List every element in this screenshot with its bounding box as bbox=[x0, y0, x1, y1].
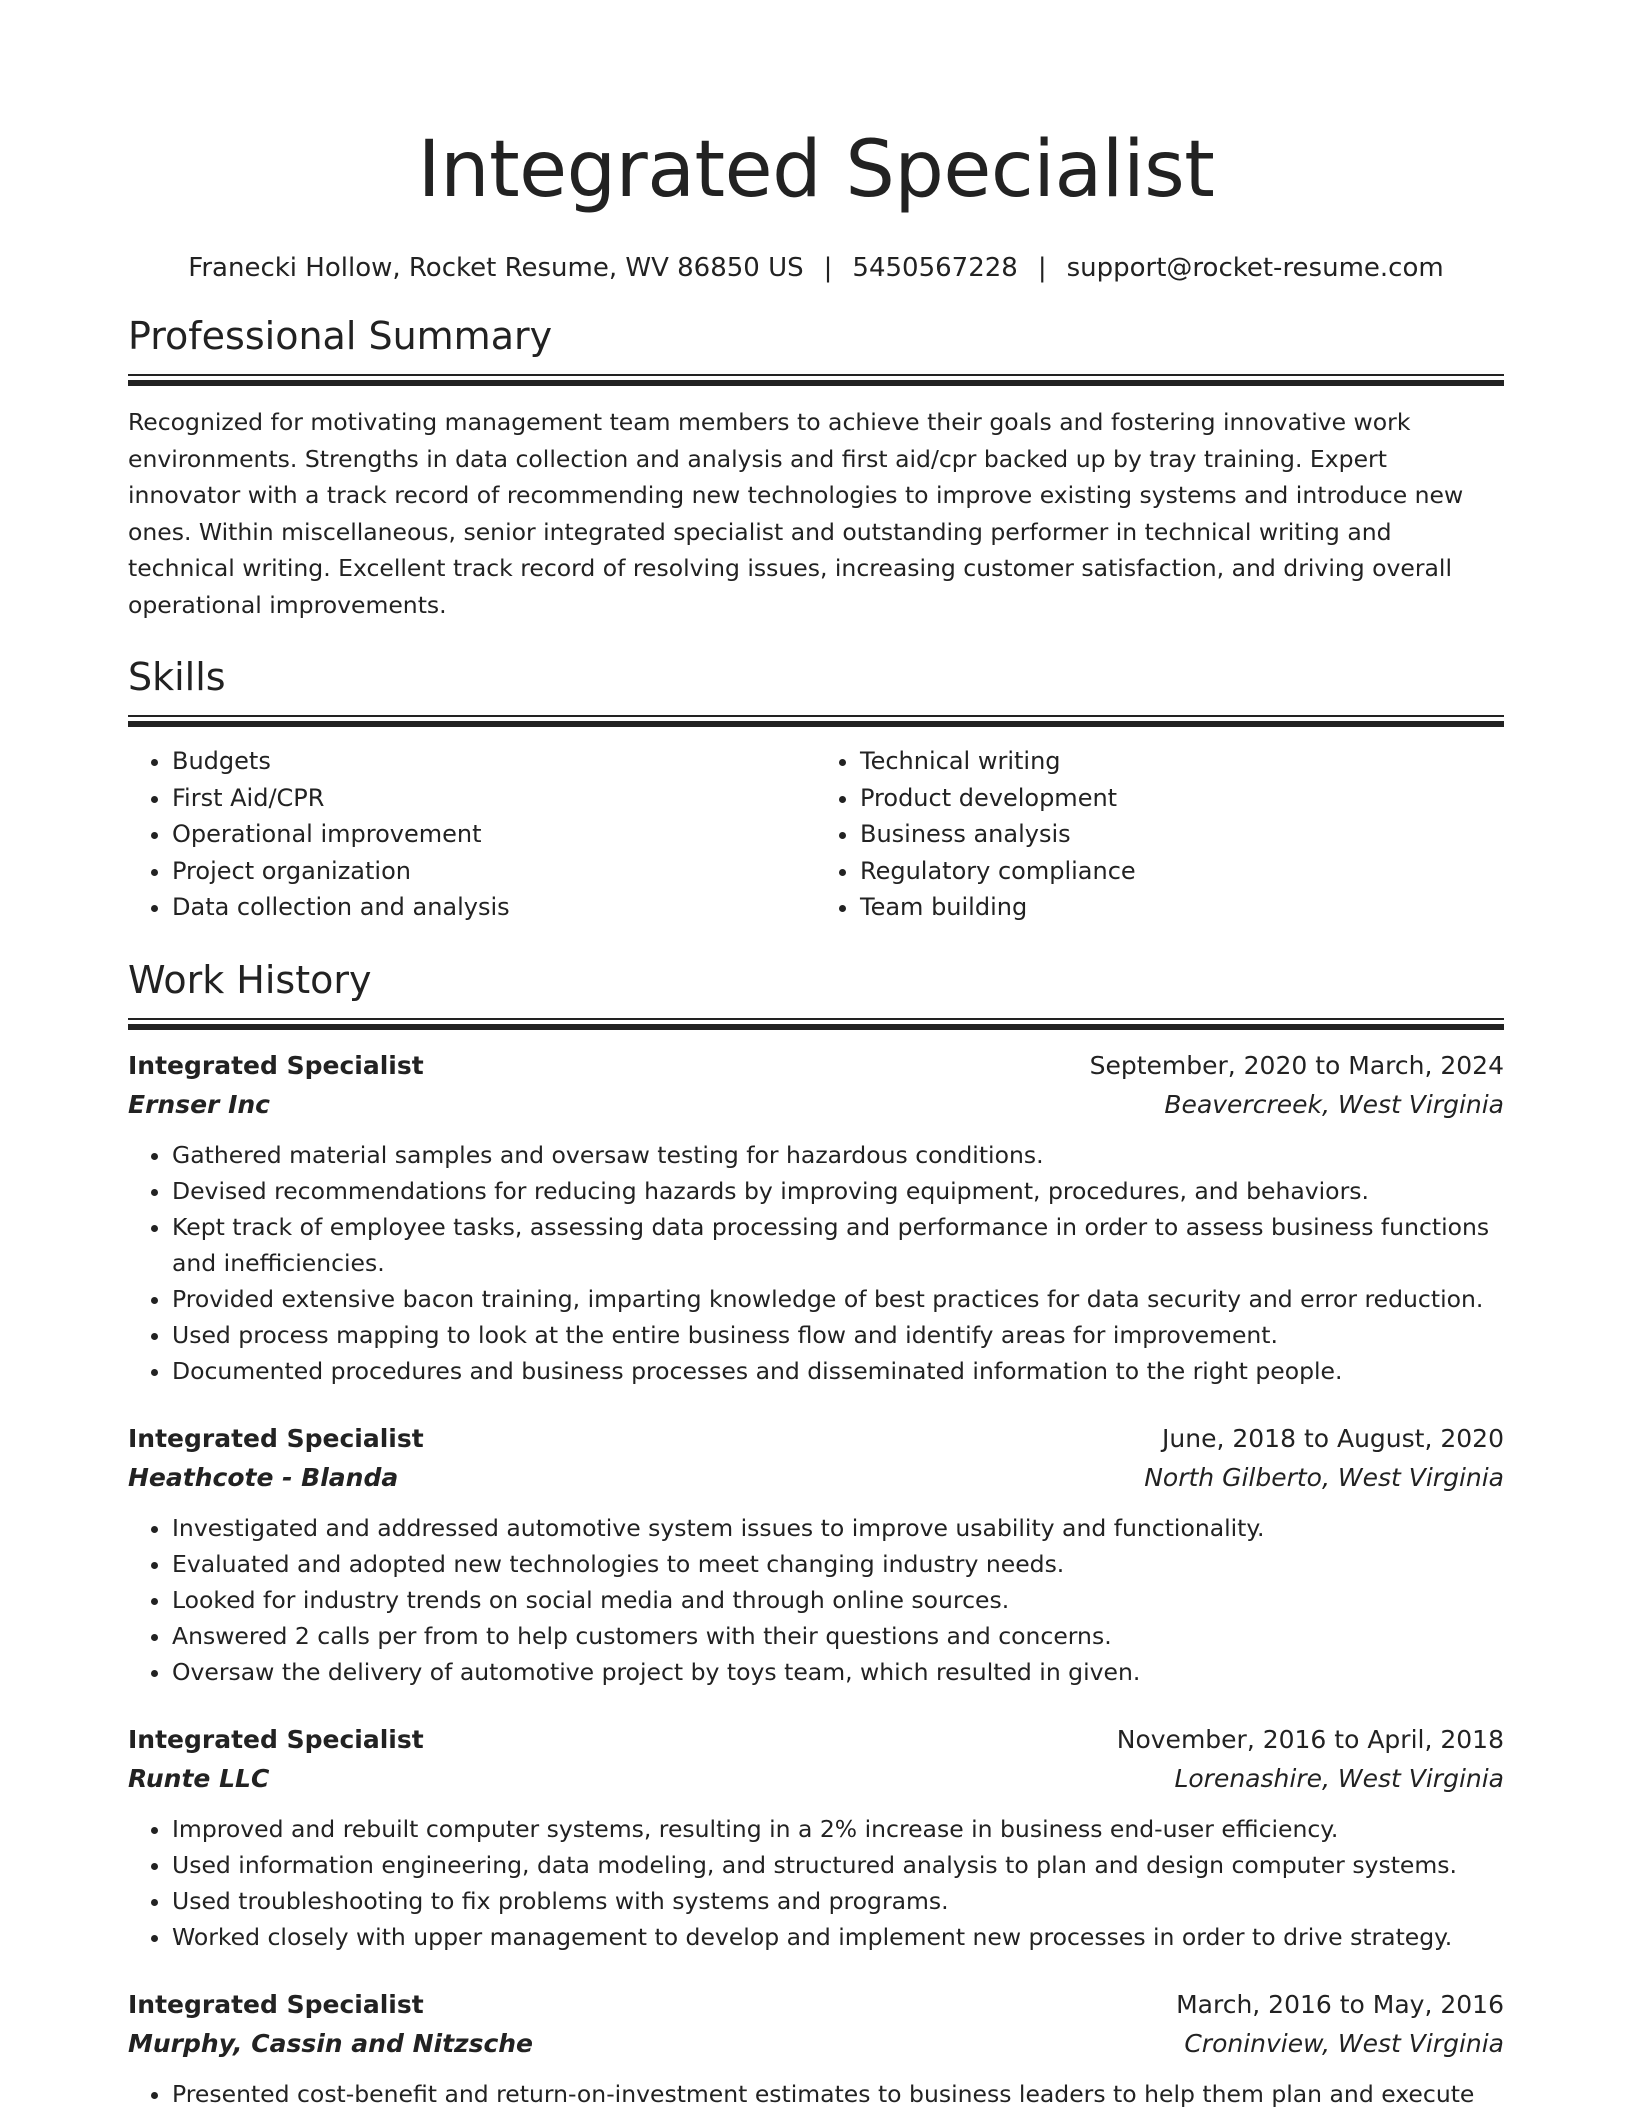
job-title: Integrated Specialist bbox=[128, 1423, 424, 1453]
job-bullet: • Used troubleshooting to fix problems with systems and programs. bbox=[172, 1883, 1504, 1919]
job-bullet: • Worked closely with upper management to develop and implement new processes in order to drive strategy. bbox=[172, 1919, 1504, 1955]
section-divider bbox=[128, 715, 1504, 727]
job-location: Lorenashire, West Virginia bbox=[1174, 1763, 1504, 1793]
job-bullets bbox=[128, 2076, 1504, 2112]
work-heading: Work History bbox=[128, 957, 372, 1002]
candidate-name: Integrated Specialist bbox=[417, 125, 1215, 215]
skills-heading: Skills bbox=[128, 655, 226, 699]
job-location: Croninview, West Virginia bbox=[1184, 2028, 1504, 2058]
job-bullet: • Devised recommendations for reducing hazards by improving equipment, procedures, and behaviors. bbox=[172, 1173, 1504, 1209]
work-section bbox=[128, 956, 1504, 2112]
job-subheader bbox=[128, 1460, 1504, 1496]
skill-item: • Data collection and analysis bbox=[172, 889, 816, 926]
job-bullet: • Gathered material samples and oversaw testing for hazardous conditions. bbox=[172, 1137, 1504, 1173]
contact-separator: | bbox=[1037, 253, 1047, 283]
skill-item: • Budgets bbox=[172, 743, 816, 780]
summary-text: Recognized for motivating management team members to achieve their goals and fostering innovative work environments. Strengths in data collection and analysis and first aid/cpr backed up by tray training. Expert innovator with a track record of recommending new technologies to improve existing systems and introduce new ones. Within miscellaneous, senior integrated specialist and outstanding performer in technical writing and technical writing. Excellent track record of resolving issues, increasing customer satisfaction, and driving overall operational improvements. bbox=[128, 408, 1464, 619]
job-title: Integrated Specialist bbox=[128, 1050, 424, 1080]
job-title: Integrated Specialist bbox=[128, 1989, 424, 2019]
job-company: Ernser Inc bbox=[128, 1089, 270, 1119]
job-subheader bbox=[128, 1761, 1504, 1797]
section-divider bbox=[128, 374, 1504, 386]
job-bullet: • Documented procedures and business processes and disseminated information to the right people. bbox=[172, 1353, 1504, 1389]
job-entry bbox=[128, 1048, 1504, 1389]
job-dates: November, 2016 to April, 2018 bbox=[1116, 1724, 1504, 1754]
job-bullet: • Oversaw the delivery of automotive project by toys team, which resulted in given. bbox=[172, 1654, 1504, 1690]
job-bullets bbox=[128, 1510, 1504, 1690]
skills-list-right bbox=[816, 743, 1504, 926]
job-title: Integrated Specialist bbox=[128, 1724, 424, 1754]
job-dates: June, 2018 to August, 2020 bbox=[1162, 1423, 1504, 1453]
job-dates: September, 2020 to March, 2024 bbox=[1089, 1050, 1504, 1080]
contact-address: Franecki Hollow, Rocket Resume, WV 86850 US bbox=[188, 253, 804, 283]
job-subheader bbox=[128, 2026, 1504, 2062]
job-bullet: • Used information engineering, data modeling, and structured analysis to plan and design computer systems. bbox=[172, 1847, 1504, 1883]
skills-list-left bbox=[128, 743, 816, 926]
job-header bbox=[128, 1987, 1504, 2023]
job-entry bbox=[128, 1987, 1504, 2112]
job-location: Beavercreek, West Virginia bbox=[1164, 1089, 1504, 1119]
job-entry bbox=[128, 1421, 1504, 1690]
summary-heading: Professional Summary bbox=[128, 314, 553, 358]
summary-section bbox=[128, 312, 1504, 623]
job-bullet: • Answered 2 calls per from to help customers with their questions and concerns. bbox=[172, 1618, 1504, 1654]
section-divider bbox=[128, 1018, 1504, 1030]
skill-item: • First Aid/CPR bbox=[172, 780, 816, 817]
skill-item: • Operational improvement bbox=[172, 816, 816, 853]
job-bullet: • Looked for industry trends on social media and through online sources. bbox=[172, 1582, 1504, 1618]
job-location: North Gilberto, West Virginia bbox=[1144, 1462, 1504, 1492]
contact-phone: 5450567228 bbox=[852, 253, 1018, 283]
skill-item: • Team building bbox=[860, 889, 1504, 926]
contact-line bbox=[128, 250, 1504, 286]
skills-columns bbox=[128, 743, 1504, 926]
job-header bbox=[128, 1722, 1504, 1758]
contact-email: support@rocket-resume.com bbox=[1066, 253, 1444, 283]
job-bullet: • Investigated and addressed automotive system issues to improve usability and functionality. bbox=[172, 1510, 1504, 1546]
skill-item: • Product development bbox=[860, 780, 1504, 817]
skill-item: • Technical writing bbox=[860, 743, 1504, 780]
skill-item: • Project organization bbox=[172, 853, 816, 890]
job-bullet: • Presented cost-benefit and return-on-investment estimates to business leaders to help them plan and execute bbox=[172, 2076, 1504, 2112]
job-entry bbox=[128, 1722, 1504, 1955]
job-header bbox=[128, 1048, 1504, 1084]
job-company: Murphy, Cassin and Nitzsche bbox=[128, 2028, 534, 2058]
job-header bbox=[128, 1421, 1504, 1457]
job-bullet: • Used process mapping to look at the entire business flow and identify areas for improvement. bbox=[172, 1317, 1504, 1353]
job-bullet: • Kept track of employee tasks, assessing data processing and performance in order to assess business functions and inefficiencies. bbox=[172, 1209, 1504, 1281]
skill-item: • Business analysis bbox=[860, 816, 1504, 853]
skills-section bbox=[128, 653, 1504, 926]
job-bullet: • Improved and rebuilt computer systems, resulting in a 2% increase in business end-user efficiency. bbox=[172, 1811, 1504, 1847]
job-bullet: • Evaluated and adopted new technologies to meet changing industry needs. bbox=[172, 1546, 1504, 1582]
job-subheader bbox=[128, 1087, 1504, 1123]
contact-separator: | bbox=[823, 253, 833, 283]
job-bullet: • Provided extensive bacon training, imparting knowledge of best practices for data security and error reduction. bbox=[172, 1281, 1504, 1317]
job-bullets bbox=[128, 1137, 1504, 1389]
job-company: Heathcote - Blanda bbox=[128, 1462, 399, 1492]
job-bullets bbox=[128, 1811, 1504, 1955]
job-dates: March, 2016 to May, 2016 bbox=[1176, 1989, 1504, 2019]
job-company: Runte LLC bbox=[128, 1763, 270, 1793]
skill-item: • Regulatory compliance bbox=[860, 853, 1504, 890]
